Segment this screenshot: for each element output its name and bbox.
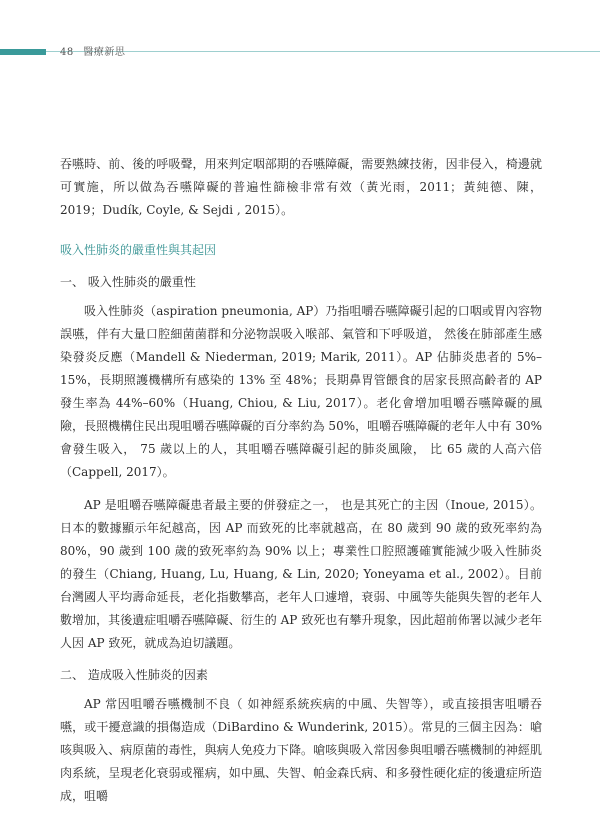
running-header xyxy=(60,43,125,58)
paragraph-mortality: AP 是咀嚼吞嚥障礙患者最主要的併發症之一， 也是其死亡的主因（Inoue, 2015）。日本的數據顯示年紀越高，因 AP 而致死的比率就越高，在 80 歲到 90 歲的致死率約為 80%，90 歲到 100 歲的致死率約為 90% 以上；專業性口腔照護確實能減少吸入性肺炎的發生（Chiang, Huang, Lu, Huang, & Lin, 2020; Yoneyama et al., 2002）。目前台灣國人平均壽命延長，老化指數攀高，老年人口遽增，衰弱、中風等失能與失智的老年人數增加，其後遺症咀嚼吞嚥障礙、衍生的 AP 致死也有攀升現象，因此超前佈署以減少老年人因 AP 致死，就成為迫切議題。 xyxy=(60,498,542,650)
paragraph-causes: AP 常因咀嚼吞嚥機制不良（ 如神經系統疾病的中風、失智等），或直接損害咀嚼吞嚥，或干擾意識的損傷造成（DiBardino & Wunderink, 2015）。常見的三個主因為：嗆咳與吸入、病原菌的毒性，與病人免疫力下降。嗆咳與吸入常因參與咀嚼吞嚥機制的神經肌肉系統，呈現老化衰弱或罹病，如中風、失智、帕金森氏病、和多發性硬化症的後遺症所造成，咀嚼 xyxy=(60,697,542,803)
intro-paragraph: 吞嚥時、前、後的呼吸聲，用來判定咽部期的吞嚥障礙，需要熟練技術，因非侵入，椅邊就可實施，所以做為吞嚥障礙的普遍性篩檢非常有效（黃光雨，2011；黃純德、陳， 2019；Dudík, Coyle, & Sejdi , 2015）。 xyxy=(60,157,542,217)
page-number: 48 xyxy=(60,47,74,58)
section-heading: 吸入性肺炎的嚴重性與其起因 xyxy=(60,243,217,257)
subsection-heading-2: 二、 造成吸入性肺炎的因素 xyxy=(60,668,208,682)
journal-title: 醫療新思 xyxy=(83,47,126,58)
page-body xyxy=(60,153,542,808)
header-accent-band xyxy=(0,49,46,55)
paragraph-severity: 吸入性肺炎（aspiration pneumonia, AP）乃指咀嚼吞嚥障礙引起的口咽或胃內容物誤嚥，伴有大量口腔細菌菌群和分泌物誤吸入喉部、氣管和下呼吸道， 然後在肺部產生感染發炎反應（Mandell & Niederman, 2019; Marik, 2011）。AP 佔肺炎患者的 5%–15%，長期照護機構所有感染的 13% 至 48%；長期鼻胃管餵食的居家長照高齡者的 AP 發生率為 44%–60%（Huang, Chiou, & Liu, 2017）。老化會增加咀嚼吞嚥障礙的風險，長照機構住民出現咀嚼吞嚥障礙的百分率約為 50%，咀嚼吞嚥障礙的老年人中有 30% 會發生吸入， 75 歲以上的人，其咀嚼吞嚥障礙引起的肺炎風險， 比 65 歲的人高六倍（Cappell, 2017）。 xyxy=(60,304,542,479)
header-rule xyxy=(46,51,600,52)
subsection-heading-1: 一、 吸入性肺炎的嚴重性 xyxy=(60,275,196,289)
